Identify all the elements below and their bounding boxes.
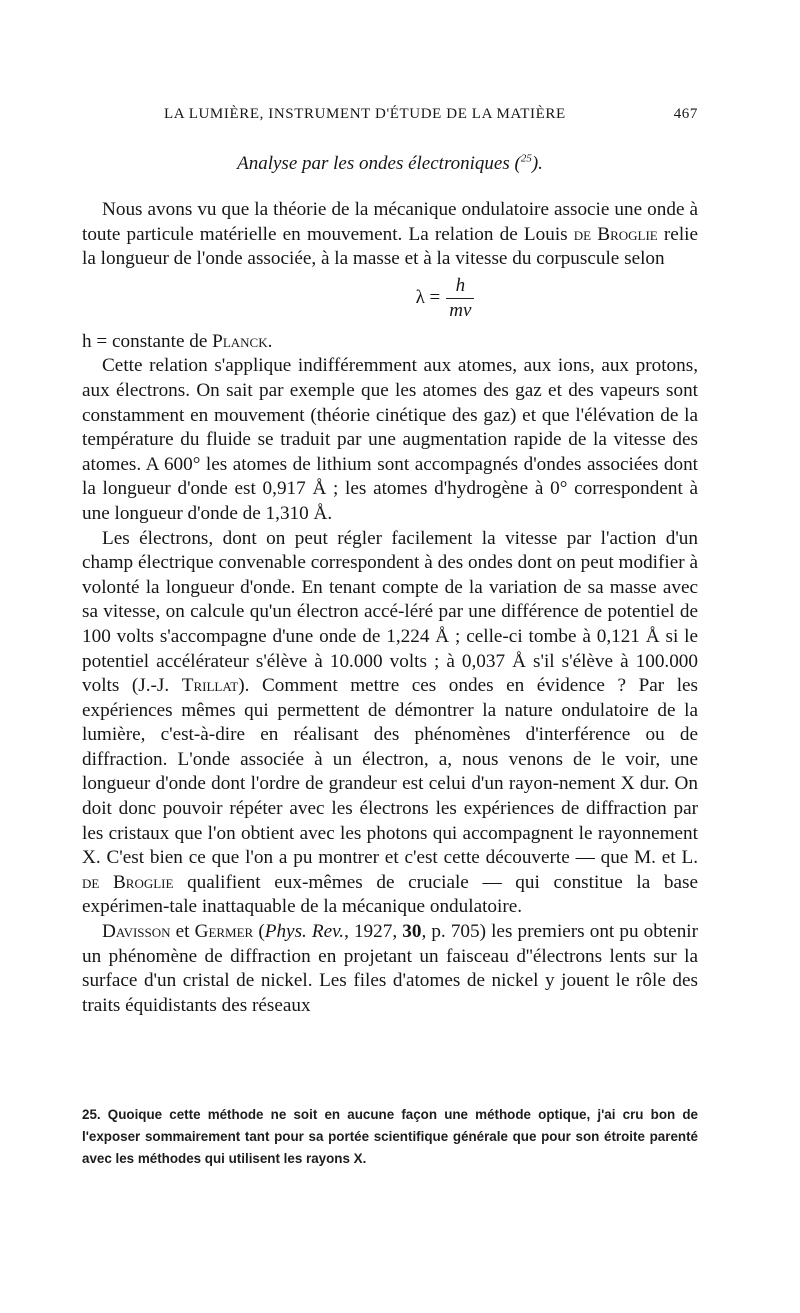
p5-text-c: , p. 705) les premiers ont pu obtenir un phénomène de diffraction en projetant un faisceau d''électrons lents sur la surface d'un cristal de nickel. Les files d'atomes de nickel y jouent le rôle des traits équidistants des réseaux [82,921,699,1016]
p1-name: de Broglie [573,223,658,245]
p4-text-c: qualifient eux-mêmes de cruciale — qui constitue la base expérimen-tale inattaquable de la mécanique ondulatoire. [82,871,698,918]
footnote-text: Quoique cette méthode ne soit en aucune façon une méthode optique, j'ai cru bon de l'exposer sommairement tant pour sa portée scientifique générale que pour son étroite parenté avec les méthodes qui utilisent les rayons X. [82,1107,698,1166]
p2-text-b: . [267,330,273,352]
section-note-ref: 25 [520,152,532,165]
p5-and: et [170,921,195,943]
p5-volume: 30 [402,921,422,943]
paragraph-5 [82,920,698,1018]
footnote-number: 25. [82,1107,101,1122]
running-header [0,106,698,128]
p5-text-b: , 1927, [344,921,403,943]
formula-lhs: λ = [415,287,441,309]
running-title: LA LUMIÈRE, INSTRUMENT D'ÉTUDE DE LA MATIÈRE [164,106,566,122]
p1-text-b: relie la longueur de l'onde associée, à la masse et à la vitesse du corpuscule selon [82,223,698,270]
p5-text-a: ( [253,921,265,943]
p5-name-germer: Germer [194,921,254,943]
p4-text-b: ). Comment mettre ces ondes en évidence ? Par les expériences mêmes qui permettent de démontrer la nature ondulatoire de la lumière, c'est-à-dire en réalisant des phénomènes d'interférence ou de diffraction. L'onde associée à un électron, a, nous venons de le voir, une longueur d'onde dont l'ordre de grandeur est celui d'un rayon-nement X dur. On doit donc pouvoir répéter avec les électrons les expériences de diffraction par les cristaux que l'on obtient avec les photons qui accompagnent le rayonnement X. C'est bien ce que l'on a pu montrer et c'est cette découverte — que M. et L. [82,675,699,869]
body-text [82,198,698,1018]
p4-text-a: Les électrons, dont on peut régler facilement la vitesse par l'action d'un champ électrique convenable correspondent à des ondes dont on peut modifier à volonté la longueur d'onde. En tenant compte de la variation de sa masse avec sa vitesse, on calcule qu'un électron accé-léré par une différence de potentiel de 100 volts s'accompagne d'une onde de 1,224 Å ; celle-ci tombe à 0,121 Å si le potentiel accélérateur s'élève à 10.000 volts ; à 0,037 Å s'il s'élève à 100.000 volts (J.-J. [82,527,698,697]
paragraph-4 [82,527,698,921]
p5-name-davisson: Davisson [102,921,171,943]
paragraph-2 [82,330,698,355]
formula-denominator: mv [449,300,472,322]
p2-name: Planck [212,330,268,352]
section-title-text: Analyse par les ondes électroniques ( [237,153,521,174]
p4-name-broglie: de Broglie [82,871,174,893]
section-title [82,153,698,175]
p1-text-a: Nous avons vu que la théorie de la mécanique ondulatoire associe une onde à toute particule matérielle en mouvement. La relation de Louis [82,199,698,245]
de-broglie-formula [82,274,698,324]
formula-fraction [446,274,474,324]
page-number: 467 [673,106,698,122]
footnote-25 [82,1104,698,1170]
p4-name-trillat: Trillat [181,675,239,697]
p5-journal: Phys. Rev. [264,921,345,943]
paragraph-1 [82,198,698,272]
p2-text-a: h = constante de [82,330,213,352]
formula-numerator: h [446,274,474,300]
section-title-end: ). [531,153,543,174]
paragraph-3: Cette relation s'applique indifféremment aux atomes, aux ions, aux protons, aux électrons. On sait par exemple que les atomes des gaz et des vapeurs sont constamment en mouvement (théorie cinétique des gaz) et que l'élévation de la température du fluide se traduit par une augmentation rapide de la vitesse des atomes. A 600° les atomes de lithium sont accompagnés d'ondes associées dont la longueur d'onde est 0,917 Å ; les atomes d'hydrogène à 0° correspondent à une longueur d'onde de 1,310 Å. [82,355,698,524]
